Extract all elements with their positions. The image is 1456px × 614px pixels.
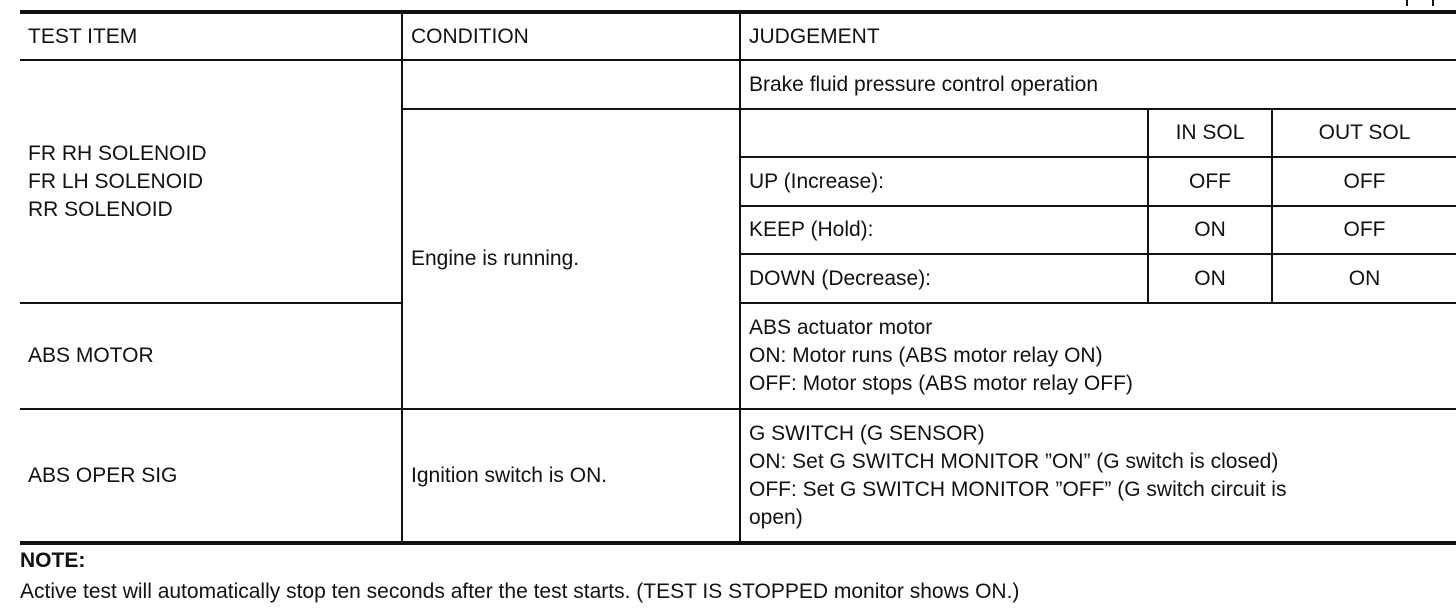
table-row bbox=[20, 409, 1456, 543]
test-item-abs-oper-sig: ABS OPER SIG bbox=[20, 409, 402, 543]
test-item-rr-solenoid: RR SOLENOID bbox=[28, 197, 173, 221]
up-out-sol-value: OFF bbox=[1272, 157, 1456, 206]
mode-label-keep: KEEP (Hold): bbox=[740, 206, 1148, 254]
note-title: NOTE: bbox=[20, 549, 86, 572]
keep-in-sol-value: ON bbox=[1148, 206, 1272, 254]
col-in-sol: IN SOL bbox=[1148, 109, 1272, 157]
solenoid-test-items bbox=[20, 60, 402, 303]
condition-engine-running: Engine is running. bbox=[402, 109, 740, 409]
up-in-sol-value: OFF bbox=[1148, 157, 1272, 206]
abs-oper-sig-judgement bbox=[740, 409, 1456, 543]
test-item-fr-lh-solenoid: FR LH SOLENOID bbox=[28, 169, 204, 193]
brake-fluid-judgement-title: Brake fluid pressure control operation bbox=[740, 60, 1456, 109]
abs-motor-line: ON: Motor runs (ABS motor relay ON) bbox=[749, 344, 1103, 367]
keep-out-sol-value: OFF bbox=[1272, 206, 1456, 254]
test-item-fr-rh-solenoid: FR RH SOLENOID bbox=[28, 141, 207, 165]
page-edge-mark bbox=[1406, 0, 1408, 6]
header-condition: CONDITION bbox=[402, 12, 740, 60]
header-test-item: TEST ITEM bbox=[20, 12, 402, 60]
note-text: Active test will automatically stop ten seconds after the test starts. (TEST IS STOPPED monitor shows ON.) bbox=[20, 580, 1020, 603]
down-in-sol-value: ON bbox=[1148, 254, 1272, 303]
g-switch-line: open) bbox=[749, 505, 803, 529]
page-edge-mark bbox=[1432, 0, 1434, 6]
g-switch-line: G SWITCH (G SENSOR) bbox=[749, 421, 985, 445]
header-judgement: JUDGEMENT bbox=[740, 12, 1456, 60]
abs-motor-judgement bbox=[740, 303, 1456, 409]
abs-motor-line: ABS actuator motor bbox=[749, 316, 933, 339]
down-out-sol-value: ON bbox=[1272, 254, 1456, 303]
abs-motor-line: OFF: Motor stops (ABS motor relay OFF) bbox=[749, 372, 1133, 395]
table-header-row bbox=[20, 12, 1456, 60]
active-test-table bbox=[20, 10, 1456, 545]
mode-label-up: UP (Increase): bbox=[740, 157, 1148, 206]
g-switch-line: OFF: Set G SWITCH MONITOR ”OFF” (G switch circuit is bbox=[749, 477, 1287, 501]
test-item-abs-motor: ABS MOTOR bbox=[20, 303, 402, 409]
condition-empty-cell bbox=[402, 60, 740, 109]
mode-label-down: DOWN (Decrease): bbox=[740, 254, 1148, 303]
solenoid-subheader-blank bbox=[740, 109, 1148, 157]
condition-ignition-on: Ignition switch is ON. bbox=[402, 409, 740, 543]
col-out-sol: OUT SOL bbox=[1272, 109, 1456, 157]
table-row bbox=[20, 60, 1456, 109]
g-switch-line: ON: Set G SWITCH MONITOR ”ON” (G switch is closed) bbox=[749, 449, 1279, 473]
